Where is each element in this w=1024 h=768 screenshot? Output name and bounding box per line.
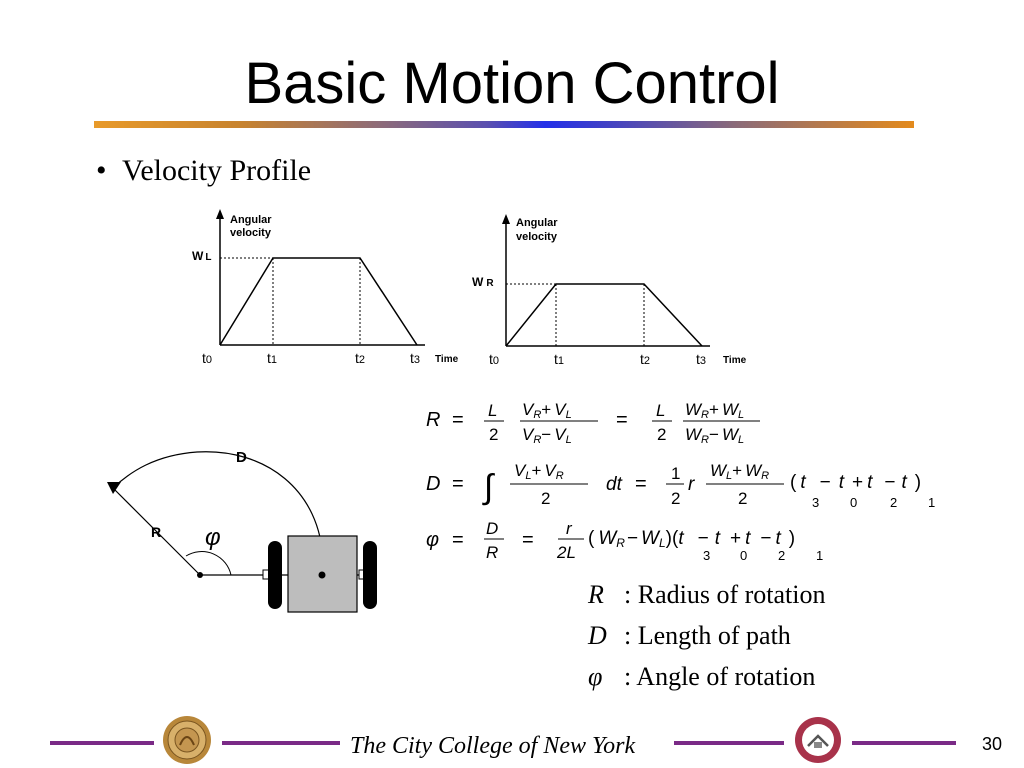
y-axis-arrow <box>502 214 510 224</box>
svg-text:2: 2 <box>738 489 748 508</box>
t0-label: t0 <box>489 351 500 367</box>
y-axis-label-line2: velocity <box>516 231 557 243</box>
title-divider <box>94 121 914 128</box>
svg-text:1: 1 <box>671 464 681 483</box>
wheel-right <box>363 541 377 609</box>
legend-text: : Length of path <box>624 621 791 650</box>
t3-label: t3 <box>696 351 707 367</box>
svg-text:L: L <box>656 401 666 420</box>
footer-college-name: The City College of New York <box>350 733 636 759</box>
t0-label: t0 <box>202 350 213 366</box>
velocity-profile <box>506 284 702 346</box>
footer-line-1 <box>50 741 154 745</box>
svg-text:(WR−WL)(t−t+t−t): ( WR − WL)(t − t + t − t ) <box>588 528 796 550</box>
svg-text:2: 2 <box>778 548 786 563</box>
svg-text:WR+WL: WR+ WL <box>685 400 745 421</box>
svg-text:r: r <box>688 474 695 495</box>
level-label: W L <box>192 249 212 263</box>
x-axis-label: Time <box>435 354 459 365</box>
legend-symbol: φ <box>588 662 603 691</box>
velocity-graph-right <box>470 210 770 380</box>
svg-text:=: = <box>452 529 464 551</box>
svg-text:=: = <box>452 409 464 431</box>
legend-symbol: D <box>588 621 607 650</box>
footer-line-3 <box>674 741 784 745</box>
svg-text:=: = <box>635 473 647 495</box>
svg-text:2: 2 <box>671 489 681 508</box>
svg-text:(t−t+t−t): ( t − t + t − t ) <box>790 472 922 493</box>
t3-label: t3 <box>410 350 421 366</box>
svg-text:2: 2 <box>489 425 499 444</box>
legend-item-angle <box>588 662 815 692</box>
svg-text:dt: dt <box>606 474 622 495</box>
y-axis-arrow <box>216 209 224 219</box>
college-seal-logo <box>162 715 212 765</box>
t2-label: t2 <box>355 350 366 366</box>
svg-text:VR−VL: VR− VL <box>522 425 572 446</box>
svg-text:=: = <box>452 473 464 495</box>
label-D: D <box>236 449 247 466</box>
svg-text:VR+VL: VR+ VL <box>522 400 572 421</box>
velocity-graph-left <box>185 205 485 380</box>
svg-text:3: 3 <box>703 548 711 563</box>
page-number: 30 <box>982 734 1003 754</box>
svg-text:1: 1 <box>928 495 936 510</box>
bullet-text: Velocity Profile <box>122 154 312 187</box>
rotation-center-point <box>197 572 203 578</box>
equations-block <box>420 388 960 573</box>
svg-text:3: 3 <box>812 495 820 510</box>
footer-line-4 <box>852 741 956 745</box>
legend-item-length <box>588 621 791 651</box>
arc-arrowhead <box>107 482 121 494</box>
angle-arc <box>186 552 231 575</box>
svg-text:VL+VR: VL+ VR <box>514 461 564 482</box>
t1-label: t1 <box>267 350 278 366</box>
equation-D <box>426 461 935 510</box>
svg-text:WR−WL: WR− WL <box>685 425 745 446</box>
svg-text:D: D <box>426 473 441 495</box>
label-R: R <box>151 524 162 540</box>
velocity-profile <box>220 258 417 345</box>
x-axis-label: Time <box>723 355 747 366</box>
svg-text:φ: φ <box>426 529 440 551</box>
svg-text:2: 2 <box>657 425 667 444</box>
label-phi: φ <box>205 524 221 551</box>
svg-text:R: R <box>486 543 499 562</box>
svg-text:1: 1 <box>816 548 824 563</box>
robot-rotation-diagram <box>95 430 395 620</box>
svg-text:2: 2 <box>890 495 898 510</box>
legend-item-radius <box>588 580 825 610</box>
legend-text: : Angle of rotation <box>624 662 816 691</box>
bullet-dot: • <box>96 154 107 187</box>
footer-line-2 <box>222 741 340 745</box>
svg-text:D: D <box>486 519 499 538</box>
svg-text:r: r <box>566 519 572 538</box>
svg-text:WL+WR: WL+ WR <box>710 461 770 482</box>
y-axis-label-line1: Angular <box>230 214 272 226</box>
svg-text:R: R <box>426 409 441 431</box>
svg-text:=: = <box>522 529 534 551</box>
svg-text:L: L <box>488 401 498 420</box>
svg-text:∫: ∫ <box>484 468 494 506</box>
robot-center-point <box>319 572 326 579</box>
t1-label: t1 <box>554 351 565 367</box>
svg-text:2L: 2L <box>557 543 576 562</box>
slide-title: Basic Motion Control <box>244 51 780 116</box>
svg-text:0: 0 <box>740 548 748 563</box>
svg-text:2: 2 <box>541 489 551 508</box>
equation-R <box>426 400 760 446</box>
t2-label: t2 <box>640 351 651 367</box>
level-label: W R <box>472 275 494 289</box>
svg-text:=: = <box>616 409 628 431</box>
legend-symbol: R <box>588 580 604 609</box>
equation-phi <box>426 519 823 563</box>
bullet-item <box>96 154 311 188</box>
svg-text:0: 0 <box>850 495 858 510</box>
wheel-left <box>268 541 282 609</box>
y-axis-label-line2: velocity <box>230 227 271 239</box>
legend-text: : Radius of rotation <box>624 580 826 609</box>
y-axis-label-line1: Angular <box>516 217 558 229</box>
robotics-lab-logo <box>794 716 842 764</box>
